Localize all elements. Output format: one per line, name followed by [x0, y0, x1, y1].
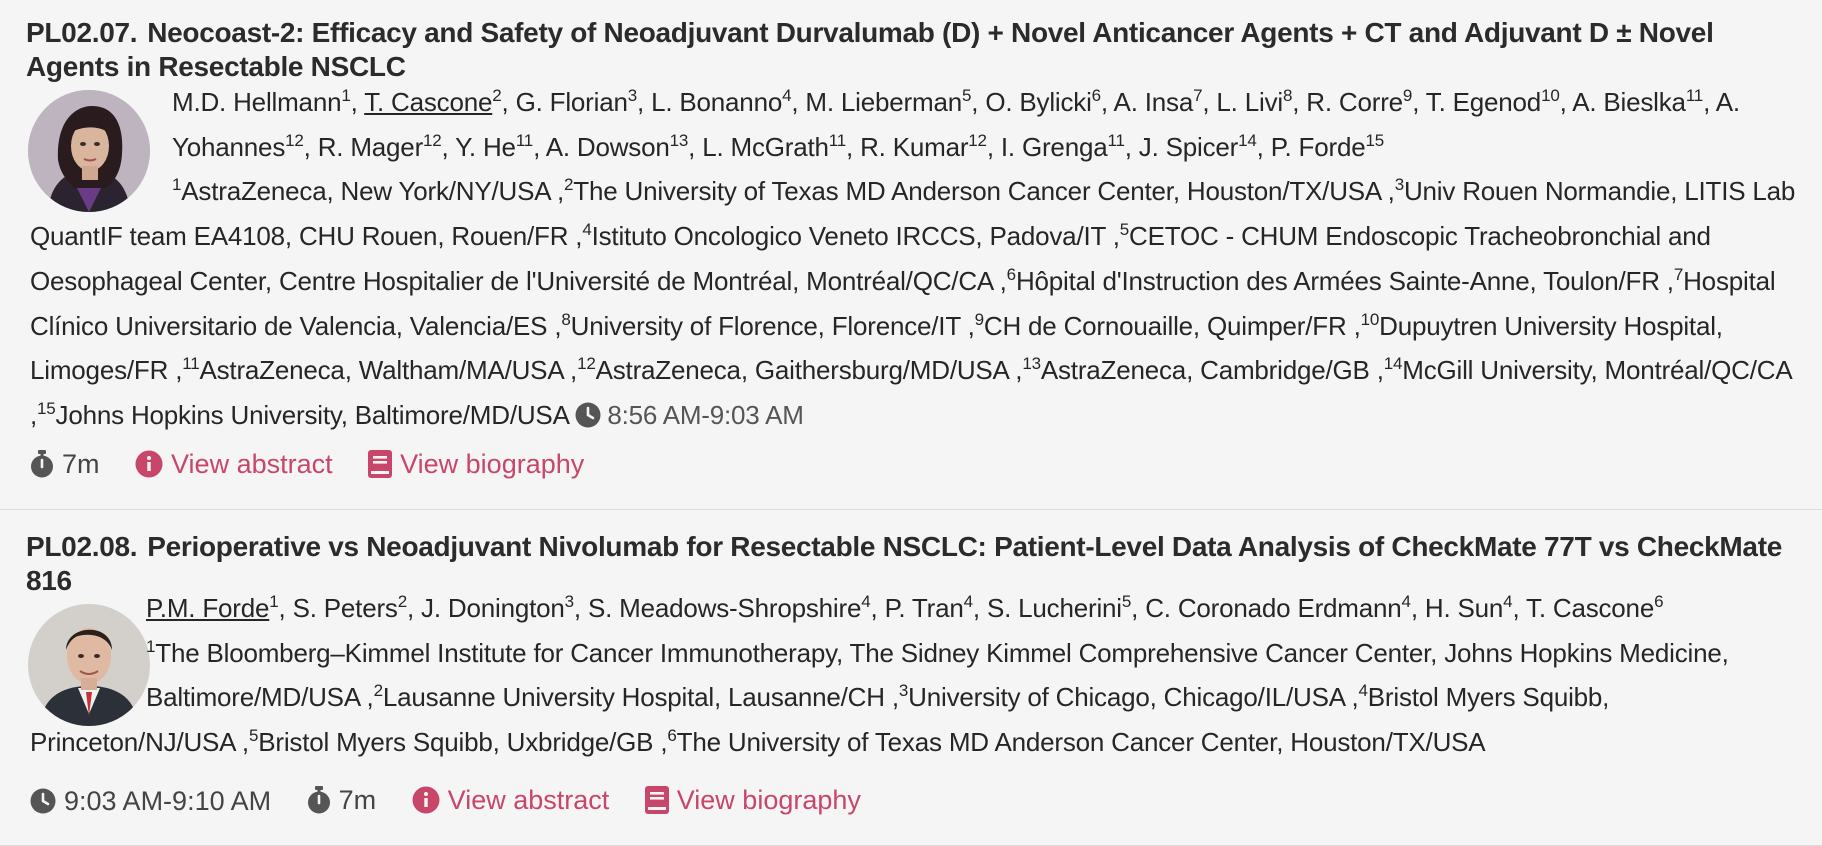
author: R. Kumar$^{12}$: [860, 130, 987, 162]
book-icon: [368, 450, 392, 478]
authors-and-affiliations: [30, 80, 1804, 438]
author: H. Sun$^4$: [1424, 592, 1513, 623]
author: L. Livi$^8$: [1216, 86, 1293, 117]
session-code: PL02.08.: [26, 531, 138, 562]
session-time: 8:56 AM-9:03 AM: [575, 400, 803, 430]
view-abstract-link[interactable]: View abstract: [135, 444, 333, 484]
author: M.D. Hellmann$^1$: [172, 86, 351, 117]
book-icon: [645, 786, 669, 814]
author: M. Lieberman$^5$: [805, 86, 972, 117]
author-presenter[interactable]: T. Cascone: [364, 87, 493, 117]
clock-icon: [30, 788, 56, 814]
session-code: PL02.07.: [26, 17, 138, 48]
author: S. Lucherini$^5$: [986, 592, 1132, 623]
author-list: M.D. Hellmann$^1$, T. Cascone$^2$, G. Florian$^3$, L. Bonanno$^4$, M. Lieberman$^5$, O. Bylicki$^6$, A. Insa$^7$, L. Livi$^8$, R. Corre$^9$, T. Egenod$^{10}$, A. Bieslka$^{11}$, A. Yohannes$^{12}$, R. Mager$^{12}$, Y. He$^{11}$, A. Dowson$^{13}$, L. McGrath$^{11}$, R. Kumar$^{12}$, I. Grenga$^{11}$, J. Spicer$^{14}$, P. Forde$^{15}$: [172, 86, 1740, 162]
view-biography-link[interactable]: View biography: [645, 780, 861, 820]
author: C. Coronado Erdmann$^4$: [1145, 592, 1411, 623]
author: R. Corre$^9$: [1306, 86, 1413, 117]
session-time: 9:03 AM-9:10 AM: [30, 781, 271, 821]
session-title-text: Perioperative vs Neoadjuvant Nivolumab for Resectable NSCLC: Patient-Level Data Analysis of CheckMate 77T vs CheckMate 816: [26, 531, 1783, 596]
author: A. Dowson$^{13}$: [545, 130, 689, 162]
author: L. McGrath$^{11}$: [702, 130, 847, 162]
author: S. Peters$^2$: [292, 592, 407, 623]
author: A. Insa$^7$: [1113, 86, 1203, 117]
clock-icon: [575, 402, 601, 428]
author: A. Yohannes$^{12}$: [172, 87, 1740, 162]
session-title-text: Neocoast-2: Efficacy and Safety of Neoadjuvant Durvalumab (D) + Novel Anticancer Agents + CT and Adjuvant D ± Novel Agents in Resectable NSCLC: [26, 17, 1714, 82]
author: J. Donington$^3$: [421, 592, 574, 623]
session-title: [26, 16, 1792, 84]
author-list: P.M. Forde$^1$, S. Peters$^2$, J. Donington$^3$, S. Meadows-Shropshire$^4$, P. Tran$^4$, S. Lucherini$^5$, C. Coronado Erdmann$^4$, H. Sun$^4$, T. Cascone$^6$: [146, 592, 1664, 623]
author: P. Tran$^4$: [884, 592, 973, 623]
author: I. Grenga$^{11}$: [1000, 130, 1125, 162]
stopwatch-icon: [30, 450, 54, 478]
author: T. Cascone$^6$: [1526, 592, 1664, 623]
author: R. Mager$^{12}$: [317, 130, 442, 162]
affiliation-list: $^1$AstraZeneca, New York/NY/USA ,$^2$The University of Texas MD Anderson Cancer Center, Houston/TX/USA ,$^3$Univ Rouen Normandie, LITIS Lab QuantIF team EA4108, CHU Rouen, Rouen/FR ,$^4$Istituto Oncologico Veneto IRCCS, Padova/IT ,$^5$CETOC - CHUM Endoscopic Tracheobronchial and Oesophageal Center, Centre Hospitalier de l'Université de Montréal, Montréal/QC/CA ,$^6$Hôpital d'Instruction des Armées Sainte-Anne, Toulon/FR ,$^7$Hospital Clínico Universitario de Valencia, Valencia/ES ,$^8$University of Florence, Florence/IT ,$^9$CH de Cornouaille, Quimper/FR ,$^{10}$Dupuytren University Hospital, Limoges/FR ,$^{11}$AstraZeneca, Waltham/MA/USA ,$^{12}$AstraZeneca, Gaithersburg/MD/USA ,$^{13}$AstraZeneca, Cambridge/GB ,$^{14}$McGill University, Montréal/QC/CA ,$^{15}$Johns Hopkins University, Baltimore/MD/USA: [30, 175, 1796, 430]
session-meta-row: [30, 780, 889, 820]
author-presenter[interactable]: P.M. Forde: [146, 593, 270, 623]
session-2-authors-and-affiliations: [30, 586, 1810, 765]
view-biography-link[interactable]: View biography: [368, 444, 584, 484]
session-duration: 7m: [30, 444, 100, 484]
author: A. Bieslka$^{11}$: [1572, 86, 1704, 117]
session-meta-row: [30, 444, 612, 484]
author: J. Spicer$^{14}$: [1138, 130, 1257, 162]
view-abstract-link[interactable]: View abstract: [412, 780, 610, 820]
info-icon: [135, 450, 163, 478]
stopwatch-icon: [307, 786, 331, 814]
author: S. Meadows-Shropshire$^4$: [587, 592, 871, 623]
author: Y. He$^{11}$: [455, 130, 534, 162]
author: L. Bonanno$^4$: [651, 86, 792, 117]
session-duration: 7m: [307, 780, 377, 820]
affiliation-list: $^1$The Bloomberg–Kimmel Institute for Cancer Immunotherapy, The Sidney Kimmel Comprehensive Cancer Center, Johns Hopkins Medicine, Baltimore/MD/USA ,$^2$Lausanne University Hospital, Lausanne/CH ,$^3$University of Chicago, Chicago/IL/USA ,$^4$Bristol Myers Squibb, Princeton/NJ/USA ,$^5$Bristol Myers Squibb, Uxbridge/GB ,$^6$The University of Texas MD Anderson Cancer Center, Houston/TX/USA: [30, 636, 1729, 758]
author: G. Florian$^3$: [515, 86, 638, 117]
author: T. Egenod$^{10}$: [1425, 86, 1560, 117]
author: P. Forde$^{15}$: [1270, 130, 1384, 162]
author: O. Bylicki$^6$: [985, 86, 1101, 117]
info-icon: [412, 786, 440, 814]
